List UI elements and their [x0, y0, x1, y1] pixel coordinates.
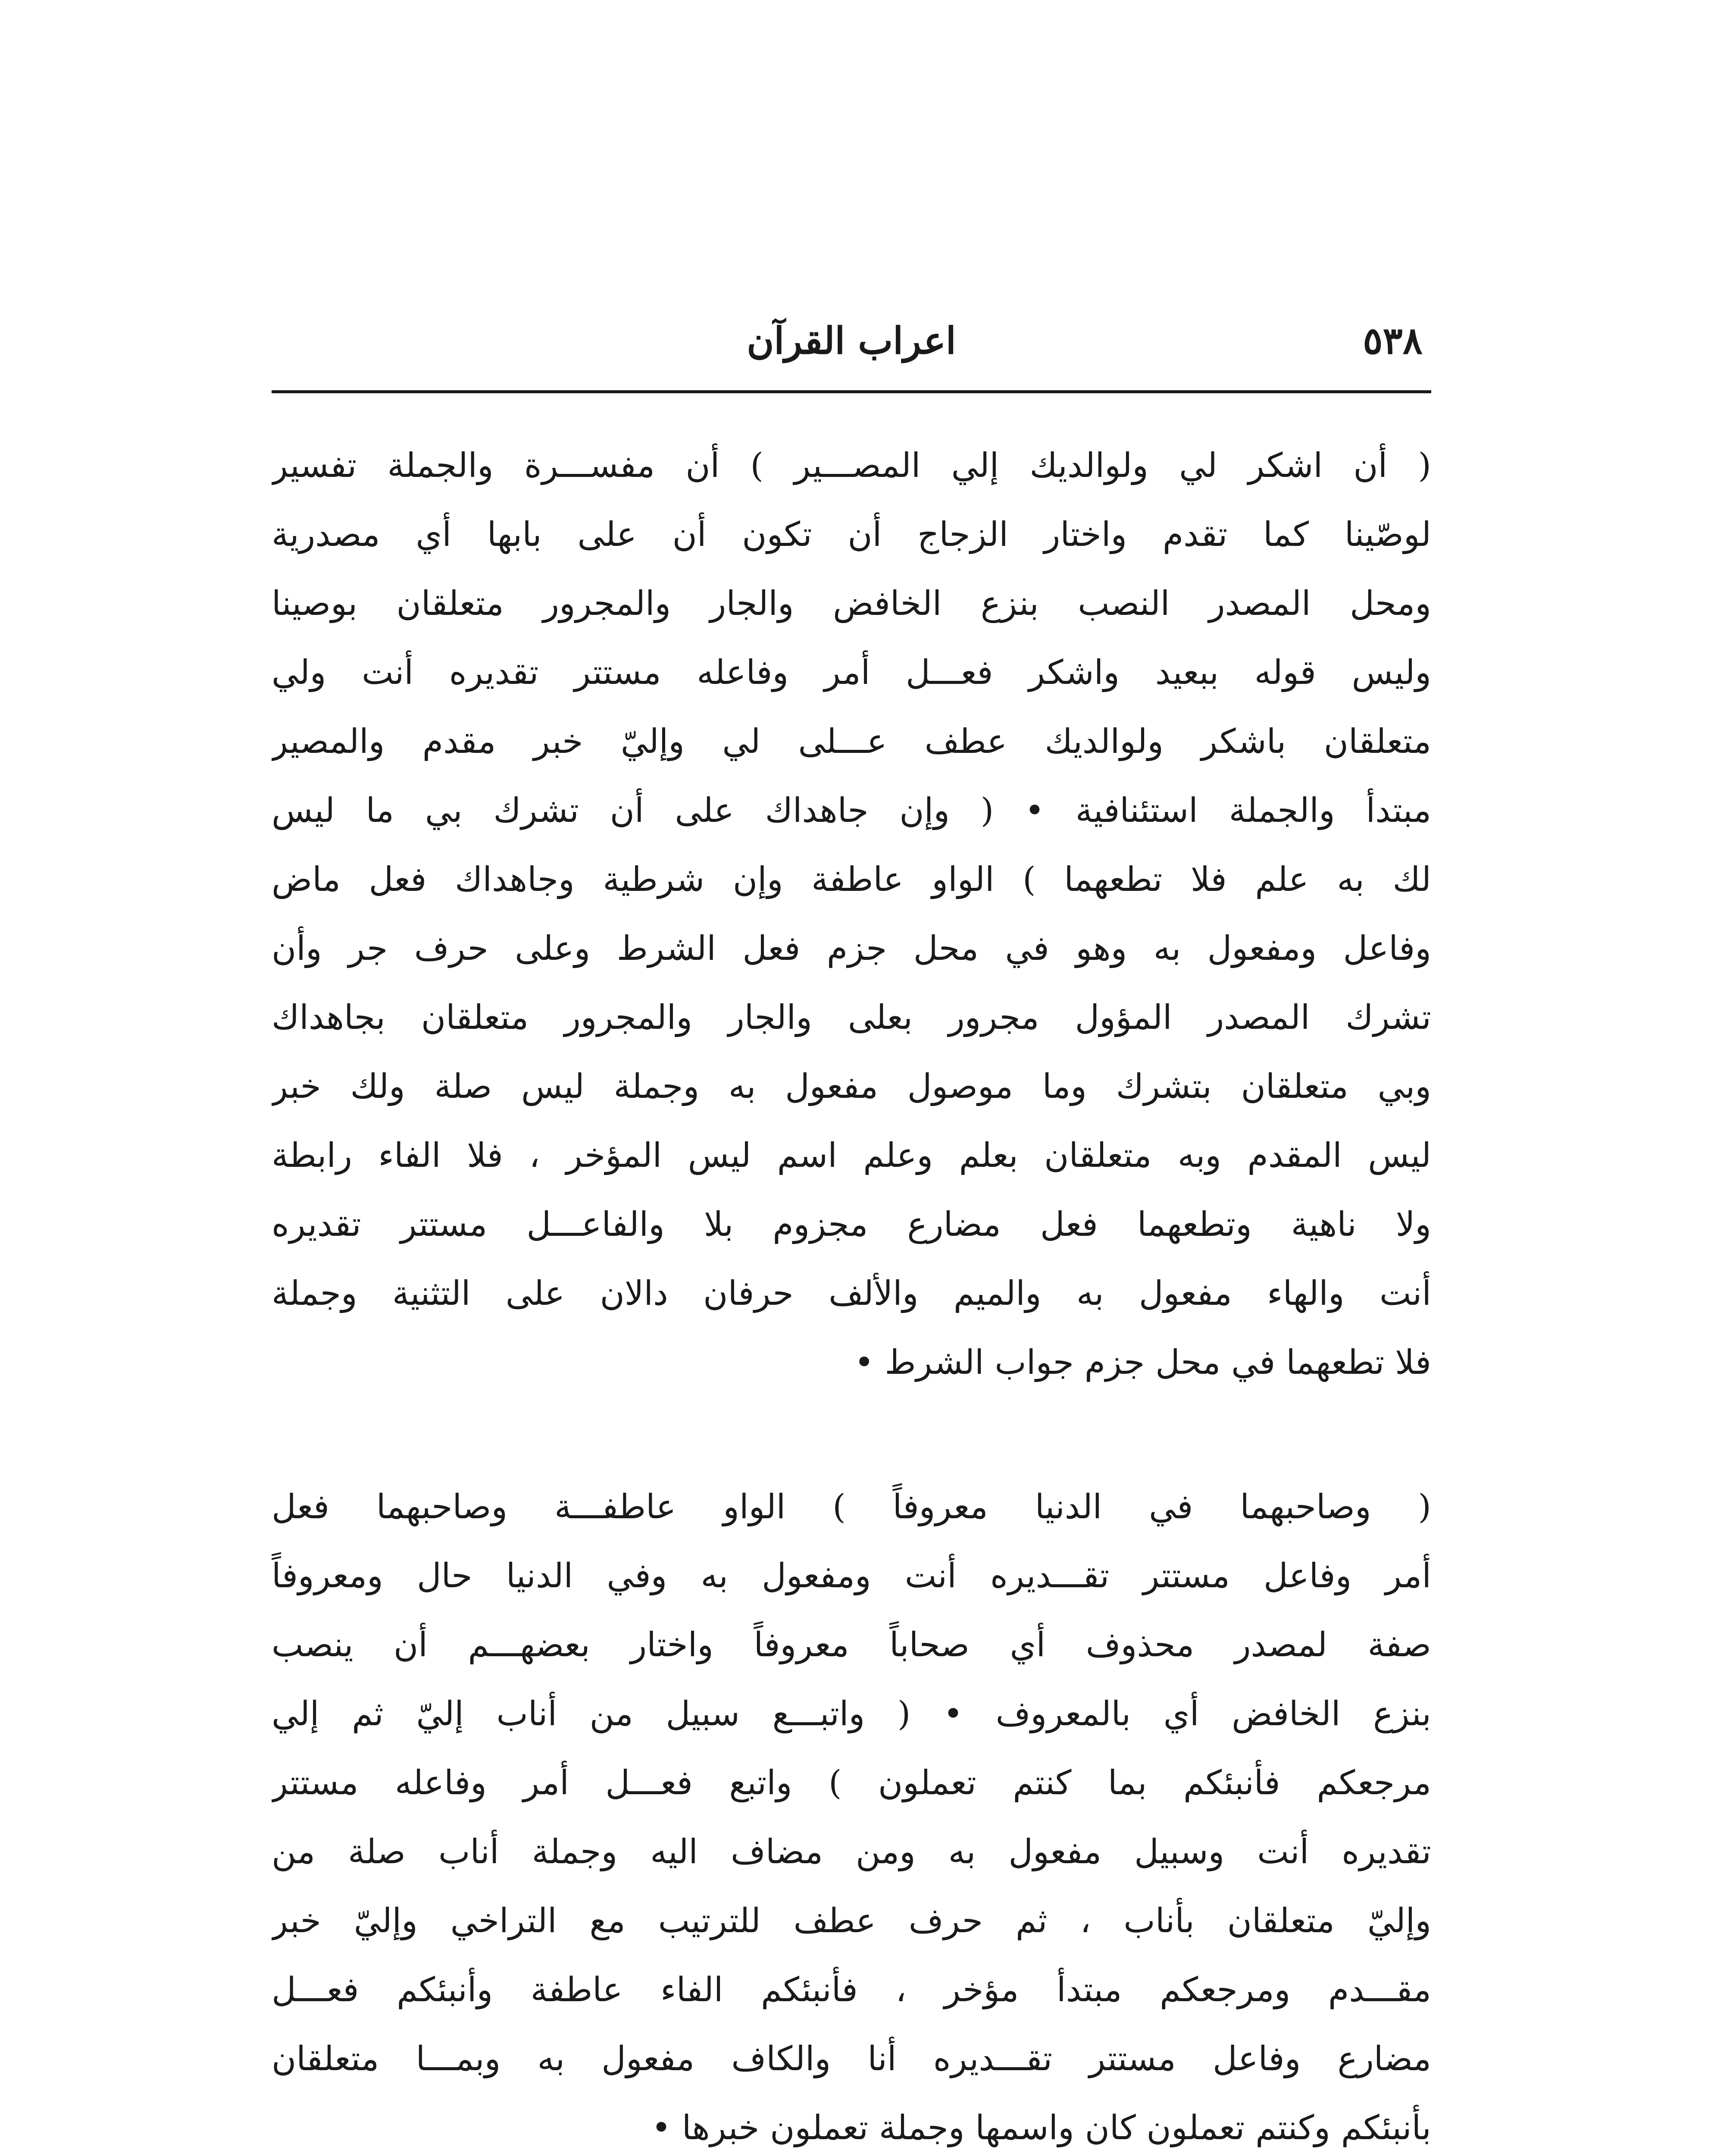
text-line: ليس المقدم وبه متعلقان بعلم وعلم اسم ليس المؤخر ، فلا الفاء رابطة	[272, 1136, 1431, 1175]
text-line: مقـــدم ومرجعكم مبتدأ مؤخر ، فأنبئكم الفاء عاطفة وأنبئكم فعـــل	[272, 1971, 1431, 2009]
text-line: ( وصاحبهما في الدنيا معروفاً ) الواو عاطفـــة وصاحبهما فعل	[272, 1488, 1431, 1526]
paragraph-2	[272, 1473, 1431, 2156]
text-line: مرجعكم فأنبئكم بما كنتم تعملون ) واتبع فعـــل أمر وفاعله مستتر	[272, 1764, 1431, 1802]
text-line: أمر وفاعل مستتر تقـــديره أنت ومفعول به وفي الدنيا حال ومعروفاً	[272, 1557, 1431, 1595]
running-title: اعراب القرآن	[747, 319, 956, 363]
text-line: وليس قوله ببعيد واشكر فعـــل أمر وفاعله مستتر تقديره أنت ولي	[272, 653, 1431, 692]
text-line: فلا تطعهما في محل جزم جواب الشرط •	[854, 1343, 1431, 1382]
text-line: تشرك المصدر المؤول مجرور بعلى والجار والمجرور متعلقان بجاهداك	[272, 998, 1431, 1037]
text-line: تقديره أنت وسبيل مفعول به ومن مضاف اليه وجملة أناب صلة من	[272, 1833, 1431, 1871]
text-line: وإليّ متعلقان بأناب ، ثم حرف عطف للترتيب مع التراخي وإليّ خبر	[272, 1902, 1431, 1940]
text-line: وفاعل ومفعول به وهو في محل جزم فعل الشرط وعلى حرف جر وأن	[272, 929, 1431, 968]
text-line: مضارع وفاعل مستتر تقـــديره أنا والكاف مفعول به وبمـــا متعلقان	[272, 2040, 1431, 2078]
text-line: ولا ناهية وتطعهما فعل مضارع مجزوم بلا والفاعـــل مستتر تقديره	[272, 1205, 1431, 1244]
text-line: متعلقان باشكر ولوالديك عطف عـــلى لي وإليّ خبر مقدم والمصير	[272, 722, 1431, 761]
text-line: أنت والهاء مفعول به والميم والألف حرفان دالان على التثنية وجملة	[272, 1274, 1431, 1313]
paragraph-1	[272, 431, 1431, 1397]
page-header	[272, 293, 1431, 384]
text-line: صفة لمصدر محذوف أي صحاباً معروفاً واختار بعضهـــم أن ينصب	[272, 1626, 1431, 1664]
page-number: ٥٣٨	[1363, 319, 1423, 363]
text-line: لوصّينا كما تقدم واختار الزجاج أن تكون أن على بابها أي مصدرية	[272, 515, 1431, 554]
text-line: لك به علم فلا تطعهما ) الواو عاطفة وإن شرطية وجاهداك فعل ماض	[272, 860, 1431, 899]
text-line: ومحل المصدر النصب بنزع الخافض والجار والمجرور متعلقان بوصينا	[272, 584, 1431, 623]
text-line: بنزع الخافض أي بالمعروف • ( واتبـــع سبيل من أناب إليّ ثم إلي	[272, 1695, 1431, 1733]
text-line: بأنبئكم وكنتم تعملون كان واسمها وجملة تعملون خبرها •	[651, 2109, 1431, 2147]
text-line: مبتدأ والجملة استئنافية • ( وإن جاهداك على أن تشرك بي ما ليس	[272, 791, 1431, 830]
text-line: وبي متعلقان بتشرك وما موصول مفعول به وجملة ليس صلة ولك خبر	[272, 1067, 1431, 1106]
text-line: ( أن اشكر لي ولوالديك إلي المصـــير ) أن مفســـرة والجملة تفسير	[272, 446, 1431, 485]
header-rule	[272, 390, 1431, 393]
